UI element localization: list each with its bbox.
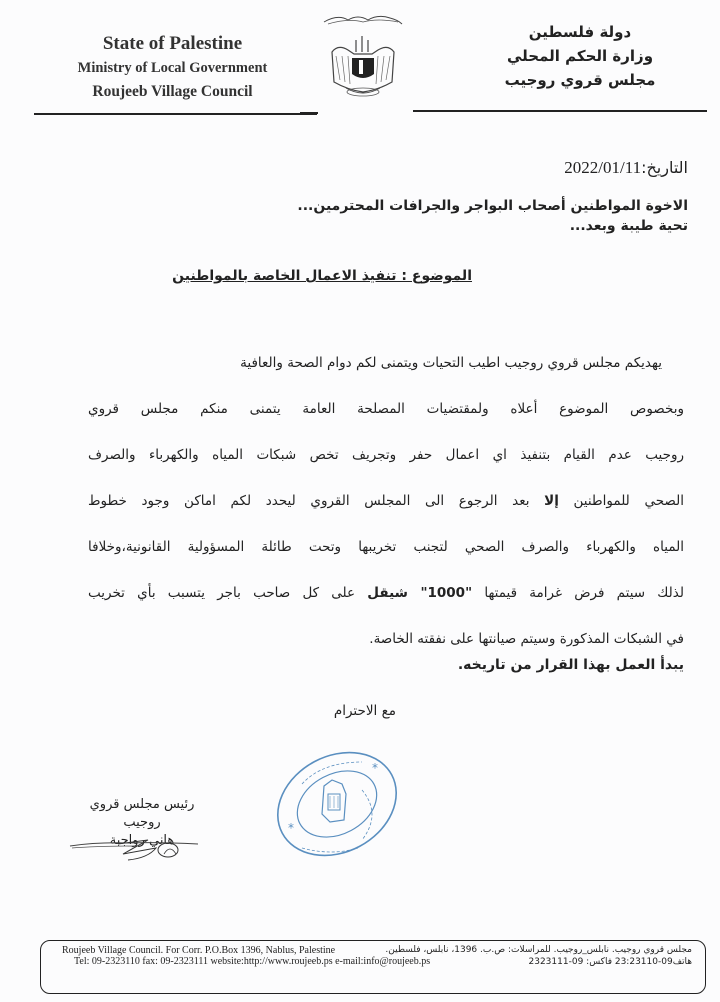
body-line: وبخصوص الموضوع أعلاه ولمقتضيات المصلحة العامة يتمنى منكم مجلس قروي [88, 401, 684, 417]
body-emphasis: إلا [544, 493, 559, 509]
greeting-recipients: الاخوة المواطنين أصحاب البواجر والجرافات المحترمين... [297, 198, 688, 214]
letter-subject: الموضوع : تنفيذ الاعمال الخاصة بالمواطنين [172, 268, 472, 284]
header-arabic [470, 20, 690, 92]
footer-en-contact: Tel: 09-2323110 fax: 09-2323111 website:http://www.roujeeb.ps e-mail:info@roujeeb.ps [74, 956, 431, 967]
greeting-salutation: تحية طيبة وبعد... [569, 218, 688, 234]
palestine-eagle-emblem-icon [318, 12, 408, 102]
header-right-rule [413, 110, 707, 112]
body-line [88, 478, 684, 524]
handwritten-signature-icon [68, 836, 208, 866]
footer-english [62, 945, 430, 967]
svg-text:*: * [372, 761, 378, 775]
date-label: التاريخ: [641, 158, 688, 177]
date-value: 2022/01/11 [564, 158, 642, 177]
header-en-state: State of Palestine [102, 33, 243, 54]
svg-text:*: * [288, 821, 294, 835]
body-line: يهديكم مجلس قروي روجيب اطيب التحيات ويتمنى لكم دوام الصحة والعافية [240, 355, 662, 371]
body-text: لذلك سيتم فرض غرامة قيمتها [472, 585, 684, 601]
body-line: المياه والكهرباء والصرف الصحي لتجنب تخريبها وتحت طائلة المسؤولية القانونية،وخلافا [88, 539, 684, 555]
header-en-council: Roujeeb Village Council [92, 83, 253, 100]
header-english [40, 32, 305, 104]
header-ar-ministry: وزارة الحكم المحلي [506, 47, 654, 65]
fine-amount: "1000" شيقل [367, 585, 473, 601]
body-line [88, 570, 684, 616]
header-mid-rule [300, 112, 318, 114]
body-line: في الشبكات المذكورة وسيتم صيانتها على نفقته الخاصة. [369, 631, 684, 647]
greeting [297, 196, 688, 236]
header-ar-state: دولة فلسطين [528, 23, 632, 41]
letter-date [564, 158, 688, 178]
body-line: روجيب عدم القيام بتنفيذ اي اعمال حفر وتجريف تخص شبكات المياه والكهرباء والصرف [88, 447, 684, 463]
letter-body [88, 340, 684, 662]
signatory-title: رئيس مجلس قروي روجيب [89, 797, 195, 830]
signatory-name: هاني رواجبة [109, 833, 175, 848]
decision-statement: يبدأ العمل بهذا القرار من تاريخه. [457, 657, 684, 673]
body-text: على كل صاحب باجر يتسبب بأي تخريب [88, 585, 368, 601]
body-text: الصحي للمواطنين [558, 493, 684, 509]
header-left-rule [34, 113, 317, 115]
header-ar-council: مجلس قروي روجيب [504, 71, 656, 89]
footer-ar-contact: هاتف09-23:23110 فاكس: 09-2323111 [528, 957, 692, 967]
closing-regards: مع الاحترام [333, 703, 396, 719]
body-text: بعد الرجوع الى المجلس القروي ليحدد لكم اماكن وجود خطوط [88, 493, 545, 509]
footer-arabic [385, 944, 692, 968]
council-stamp-icon [272, 744, 402, 864]
footer-ar-address: مجلس قروي روجيب. نابلس_روجيب. للمراسلات: ص.ب. 1396، نابلس، فلسطين. [385, 945, 692, 955]
header-en-ministry: Ministry of Local Government [77, 60, 268, 76]
footer-en-address: Roujeeb Village Council. For Corr. P.O.Box 1396, Nablus, Palestine [62, 945, 336, 956]
